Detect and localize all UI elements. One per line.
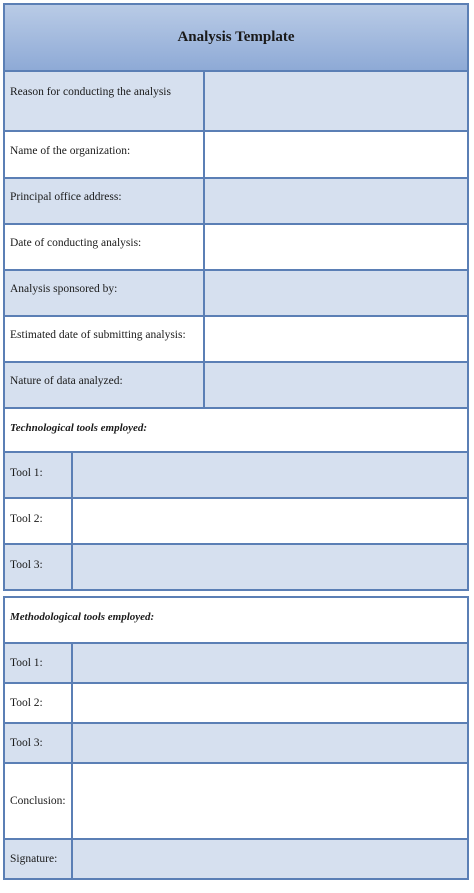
- sponsor-input[interactable]: [205, 271, 467, 315]
- row-label: Analysis sponsored by:: [5, 271, 205, 315]
- form-row-address: [5, 179, 467, 225]
- form-row-organization: [5, 132, 467, 179]
- row-label: Tool 2:: [5, 684, 73, 722]
- row-label: Principal office address:: [5, 179, 205, 223]
- method-tool-2-input[interactable]: [73, 684, 467, 722]
- row-label: Reason for conducting the analysis: [5, 72, 205, 130]
- form-title: Analysis Template: [5, 5, 467, 72]
- tech-tool-row-1: [5, 453, 467, 499]
- reason-input[interactable]: [205, 72, 467, 130]
- tech-tool-row-3: [5, 545, 467, 589]
- conclusion-row: [5, 764, 467, 840]
- row-label: Date of conducting analysis:: [5, 225, 205, 269]
- row-label: Estimated date of submitting analysis:: [5, 317, 205, 361]
- row-label: Tool 2:: [5, 499, 73, 543]
- method-tool-row-3: [5, 724, 467, 764]
- method-tool-row-2: [5, 684, 467, 724]
- form-row-reason: [5, 72, 467, 132]
- organization-input[interactable]: [205, 132, 467, 177]
- methodological-tools-heading: Methodological tools employed:: [5, 598, 467, 644]
- data-nature-input[interactable]: [205, 363, 467, 407]
- row-label: Nature of data analyzed:: [5, 363, 205, 407]
- tech-tool-2-input[interactable]: [73, 499, 467, 543]
- row-label: Name of the organization:: [5, 132, 205, 177]
- date-input[interactable]: [205, 225, 467, 269]
- submission-date-input[interactable]: [205, 317, 467, 361]
- tech-tool-3-input[interactable]: [73, 545, 467, 589]
- form-row-sponsor: [5, 271, 467, 317]
- row-label: Conclusion:: [5, 764, 73, 838]
- row-label: Tool 1:: [5, 453, 73, 497]
- form-row-data-nature: [5, 363, 467, 409]
- conclusion-input[interactable]: [73, 764, 467, 838]
- signature-input[interactable]: [73, 840, 467, 878]
- analysis-form-top: [3, 3, 469, 591]
- tech-tool-1-input[interactable]: [73, 453, 467, 497]
- row-label: Signature:: [5, 840, 73, 878]
- technological-tools-heading: Technological tools employed:: [5, 409, 467, 453]
- row-label: Tool 1:: [5, 644, 73, 682]
- signature-row: [5, 840, 467, 878]
- address-input[interactable]: [205, 179, 467, 223]
- method-tool-3-input[interactable]: [73, 724, 467, 762]
- form-row-submission-date: [5, 317, 467, 363]
- analysis-form-bottom: [3, 596, 469, 880]
- method-tool-1-input[interactable]: [73, 644, 467, 682]
- row-label: Tool 3:: [5, 545, 73, 589]
- row-label: Tool 3:: [5, 724, 73, 762]
- form-row-date: [5, 225, 467, 271]
- tech-tool-row-2: [5, 499, 467, 545]
- method-tool-row-1: [5, 644, 467, 684]
